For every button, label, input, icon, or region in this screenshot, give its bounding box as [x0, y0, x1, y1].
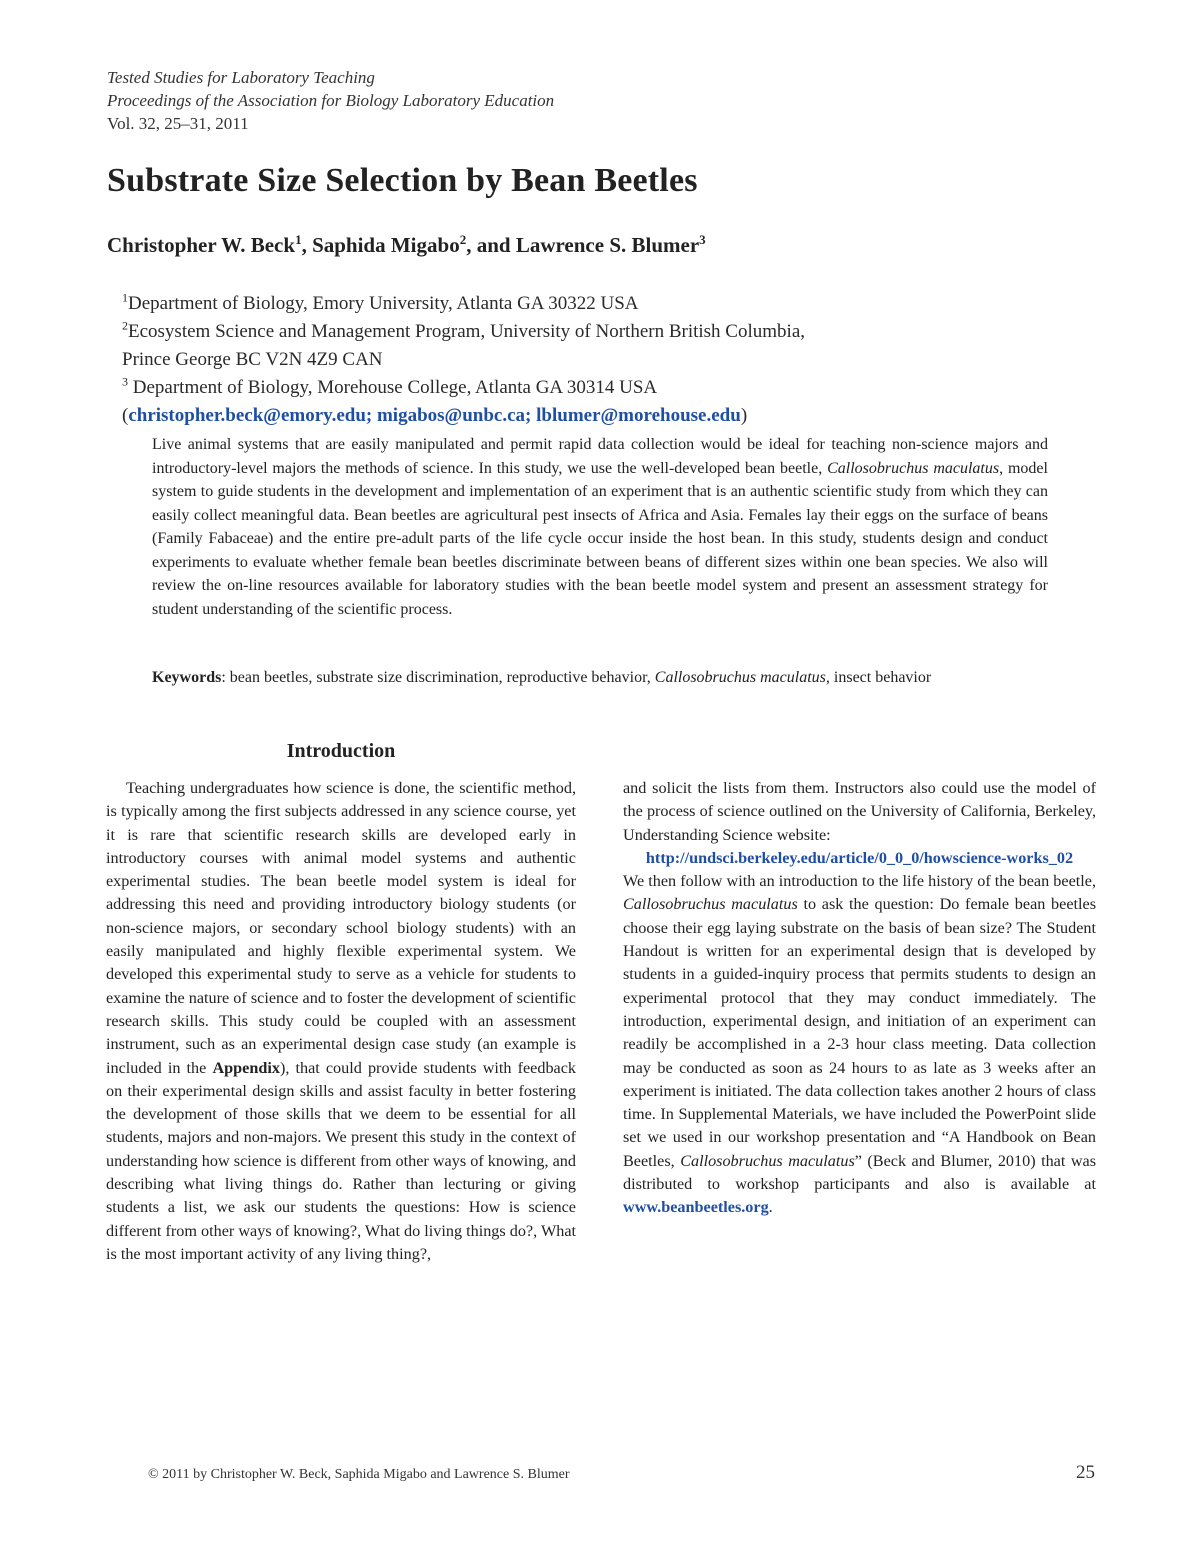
- journal-proceedings: Proceedings of the Association for Biology Laboratory Education: [107, 91, 555, 110]
- species-name: Callosobruchus maculatus,: [654, 669, 830, 686]
- author-affil-sup: 1: [295, 232, 302, 247]
- keywords-text: insect behavior: [829, 669, 932, 686]
- column-left: [106, 777, 576, 1266]
- species-name: Callosobruchus maculatus: [827, 459, 1000, 477]
- text-run: .: [768, 1198, 773, 1217]
- email-line: [122, 402, 805, 430]
- copyright-footer: © 2011 by Christopher W. Beck, Saphida Migabo and Lawrence S. Blumer: [148, 1467, 570, 1482]
- abstract-part: , model system to guide students in the development and implementation of an experiment that is an authentic scientific study from which they can easily collect meaningful data. Bean beetles are agricultural pest insects of Africa and Asia. Females lay their eggs on the surface of beans (Family Fabaceae) and the entire pre-adult parts of the life cycle occur inside the host bean. In this study, students design and conduct experiments to evaluate whether female bean beetles discriminate between beans of different sizes within one bean species. We also will review the on-line resources available for laboratory studies with the bean beetle model system and present an assessment strategy for student understanding of the scientific process.: [152, 459, 1048, 618]
- affiliation-line: [122, 290, 805, 318]
- text-run: We then follow with an introduction to the life history of the bean beetle,: [623, 872, 1096, 891]
- affiliation-sup: 1: [122, 290, 128, 305]
- author-name: Lawrence S. Blumer: [515, 233, 700, 257]
- email-link-blumer[interactable]: lblumer@morehouse.edu: [536, 405, 741, 426]
- paper-title: Substrate Size Selection by Bean Beetles: [107, 162, 698, 199]
- column-right: [623, 777, 1096, 1220]
- abstract: [152, 433, 1048, 621]
- author-separator: ,: [301, 233, 313, 257]
- affiliation-text: Department of Biology, Morehouse College, Atlanta GA 30314 USA: [128, 377, 658, 398]
- appendix-reference: Appendix: [212, 1058, 280, 1077]
- text-run: to ask the question: Do female bean beetles choose their egg laying substrate on the basis of bean size? The Student Handout is written for an experimental design that is developed by students in a guided-inquiry process that permits students to design an experimental protocol that they may conduct immediately. The introduction, experimental design, and initiation of an experiment can readily be accomplished in a 2-3 hour class meeting. Data collection may be conducted as soon as 24 hours to as late as 3 weeks after an experiment is initiated. The data collection takes another 2 hours of class time. In Supplemental Materials, we have included the PowerPoint slide set we used in our workshop presentation and “A Handbook on Bean Beetles,: [623, 895, 1096, 1170]
- website-link[interactable]: www.beanbeetles.org: [623, 1198, 769, 1217]
- affiliations: [122, 290, 805, 430]
- journal-series: Tested Studies for Laboratory Teaching: [107, 68, 375, 87]
- paren-close: ): [740, 405, 748, 426]
- email-link-beck[interactable]: christopher.beck@emory.edu;: [128, 405, 373, 426]
- affiliation-sup: 3: [122, 374, 128, 389]
- keywords: [152, 666, 1048, 690]
- author-affil-sup: 3: [699, 232, 706, 247]
- species-name: Callosobruchus maculatus: [680, 1151, 855, 1170]
- page-number: 25: [1076, 1462, 1095, 1483]
- text-run: Teaching undergraduates how science is done, the scientific method, is typically among the first subjects addressed in any science course, yet it is rare that scientific research skills are developed early in introductory courses with animal model systems and authentic experimental studies. The bean beetle model system is ideal for addressing this need and providing introductory biology students (or non-science majors, or secondary school biology students) with an easily manipulated and highly flexible experimental system. We developed this experimental study to serve as a vehicle for students to examine the nature of science and to foster the development of scientific research skills. This study could be coupled with an assessment instrument, such as an experimental design case study (an example is included in the: [106, 779, 576, 1077]
- affiliation-text: Prince George BC V2N 4Z9 CAN: [122, 349, 383, 370]
- species-name: Callosobruchus maculatus: [623, 895, 798, 914]
- affiliation-line: [122, 374, 805, 402]
- author-name: Saphida Migabo: [312, 233, 460, 257]
- journal-volume: Vol. 32, 25–31, 2011: [107, 114, 249, 133]
- author-list: [107, 233, 706, 258]
- abstract-part: Live animal systems that are easily manipulated and permit rapid data collection would be ideal for teaching non-science majors and introductory-level majors the methods of science. In this study, we use the well-developed bean beetle,: [152, 436, 1048, 477]
- author-separator: , and: [466, 233, 516, 257]
- author-name: Christopher W. Beck: [107, 233, 296, 257]
- affiliation-text: Department of Biology, Emory University, Atlanta GA 30322 USA: [128, 293, 639, 314]
- affiliation-line: [122, 318, 805, 346]
- affiliation-sup: 2: [122, 318, 128, 333]
- author-affil-sup: 2: [459, 232, 467, 247]
- intro-paragraph: [106, 777, 576, 1266]
- intro-paragraph: [623, 870, 1096, 1219]
- keywords-text: : bean beetles, substrate size discrimination, reproductive behavior,: [221, 669, 655, 686]
- text-run: ), that could provide students with feedback on their experimental design skills and assist faculty in better fostering the development of those skills that we deem to be essential for all students, majors and non-majors. We present this study in the context of understanding how science is different from other ways of knowing, and describing what living things do. Rather than lecturing or giving students a list, we ask our students the questions: How is science different from other ways of knowing?, What do living things do?, What is the most important activity of any living thing?,: [106, 1058, 576, 1263]
- text-run: ” (Beck and Blumer, 2010) that was distributed to workshop participants and also is available at: [623, 1151, 1097, 1194]
- url-text[interactable]: http://undsci.berkeley.edu/article/0_0_0/howscience-works_02: [645, 848, 1074, 867]
- paren-open: (: [122, 405, 129, 426]
- section-heading-introduction: Introduction: [286, 740, 396, 762]
- email-link-migabo[interactable]: migabos@unbc.ca;: [376, 405, 532, 426]
- keywords-label: Keywords: [152, 669, 222, 686]
- intro-paragraph-continued: and solicit the lists from them. Instructors also could use the model of the process of science outlined on the University of California, Berkeley, Understanding Science website:: [623, 779, 1096, 844]
- affiliation-text: Ecosystem Science and Management Program, University of Northern British Columbia,: [128, 321, 805, 342]
- abstract-text: [152, 433, 1048, 621]
- affiliation-line: [122, 346, 805, 374]
- url-link[interactable]: [623, 847, 1096, 870]
- journal-header: [107, 66, 554, 135]
